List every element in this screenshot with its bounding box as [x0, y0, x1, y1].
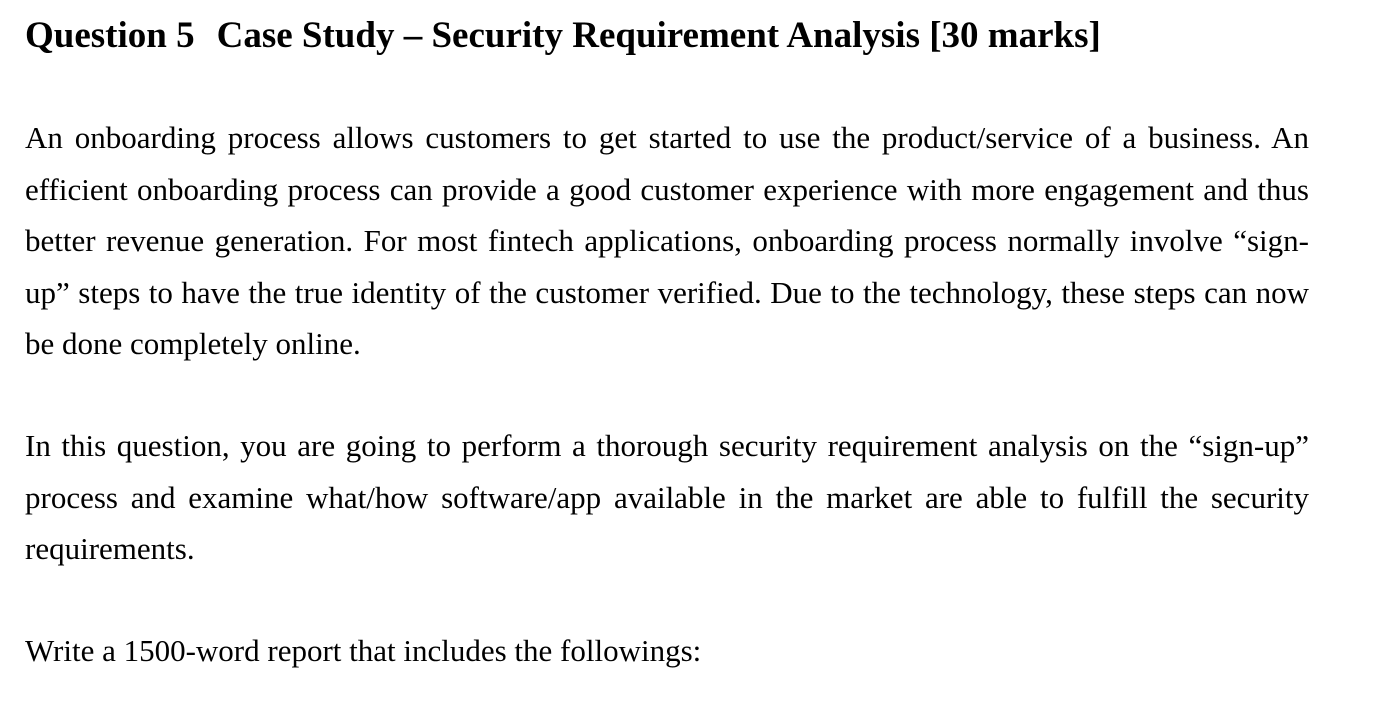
- question-heading: [25, 14, 1101, 58]
- question-number: Question 5: [25, 15, 195, 56]
- task-paragraph: In this question, you are going to perform a thorough security requirement analysis on the “sign-up” process and examine what/how software/app available in the market are able to fulfill the security requirements.: [25, 428, 1309, 566]
- question-title: Case Study – Security Requirement Analysis [30 marks]: [216, 15, 1101, 56]
- report-instruction: Write a 1500-word report that includes the followings:: [25, 633, 702, 668]
- intro-paragraph: An onboarding process allows customers to get started to use the product/service of a business. An efficient onboarding process can provide a good customer experience with more engagement and thus better revenue generation. For most fintech applications, onboarding process normally involve “sign-up” steps to have the true identity of the customer verified. Due to the technology, these steps can now be done completely online.: [25, 120, 1309, 361]
